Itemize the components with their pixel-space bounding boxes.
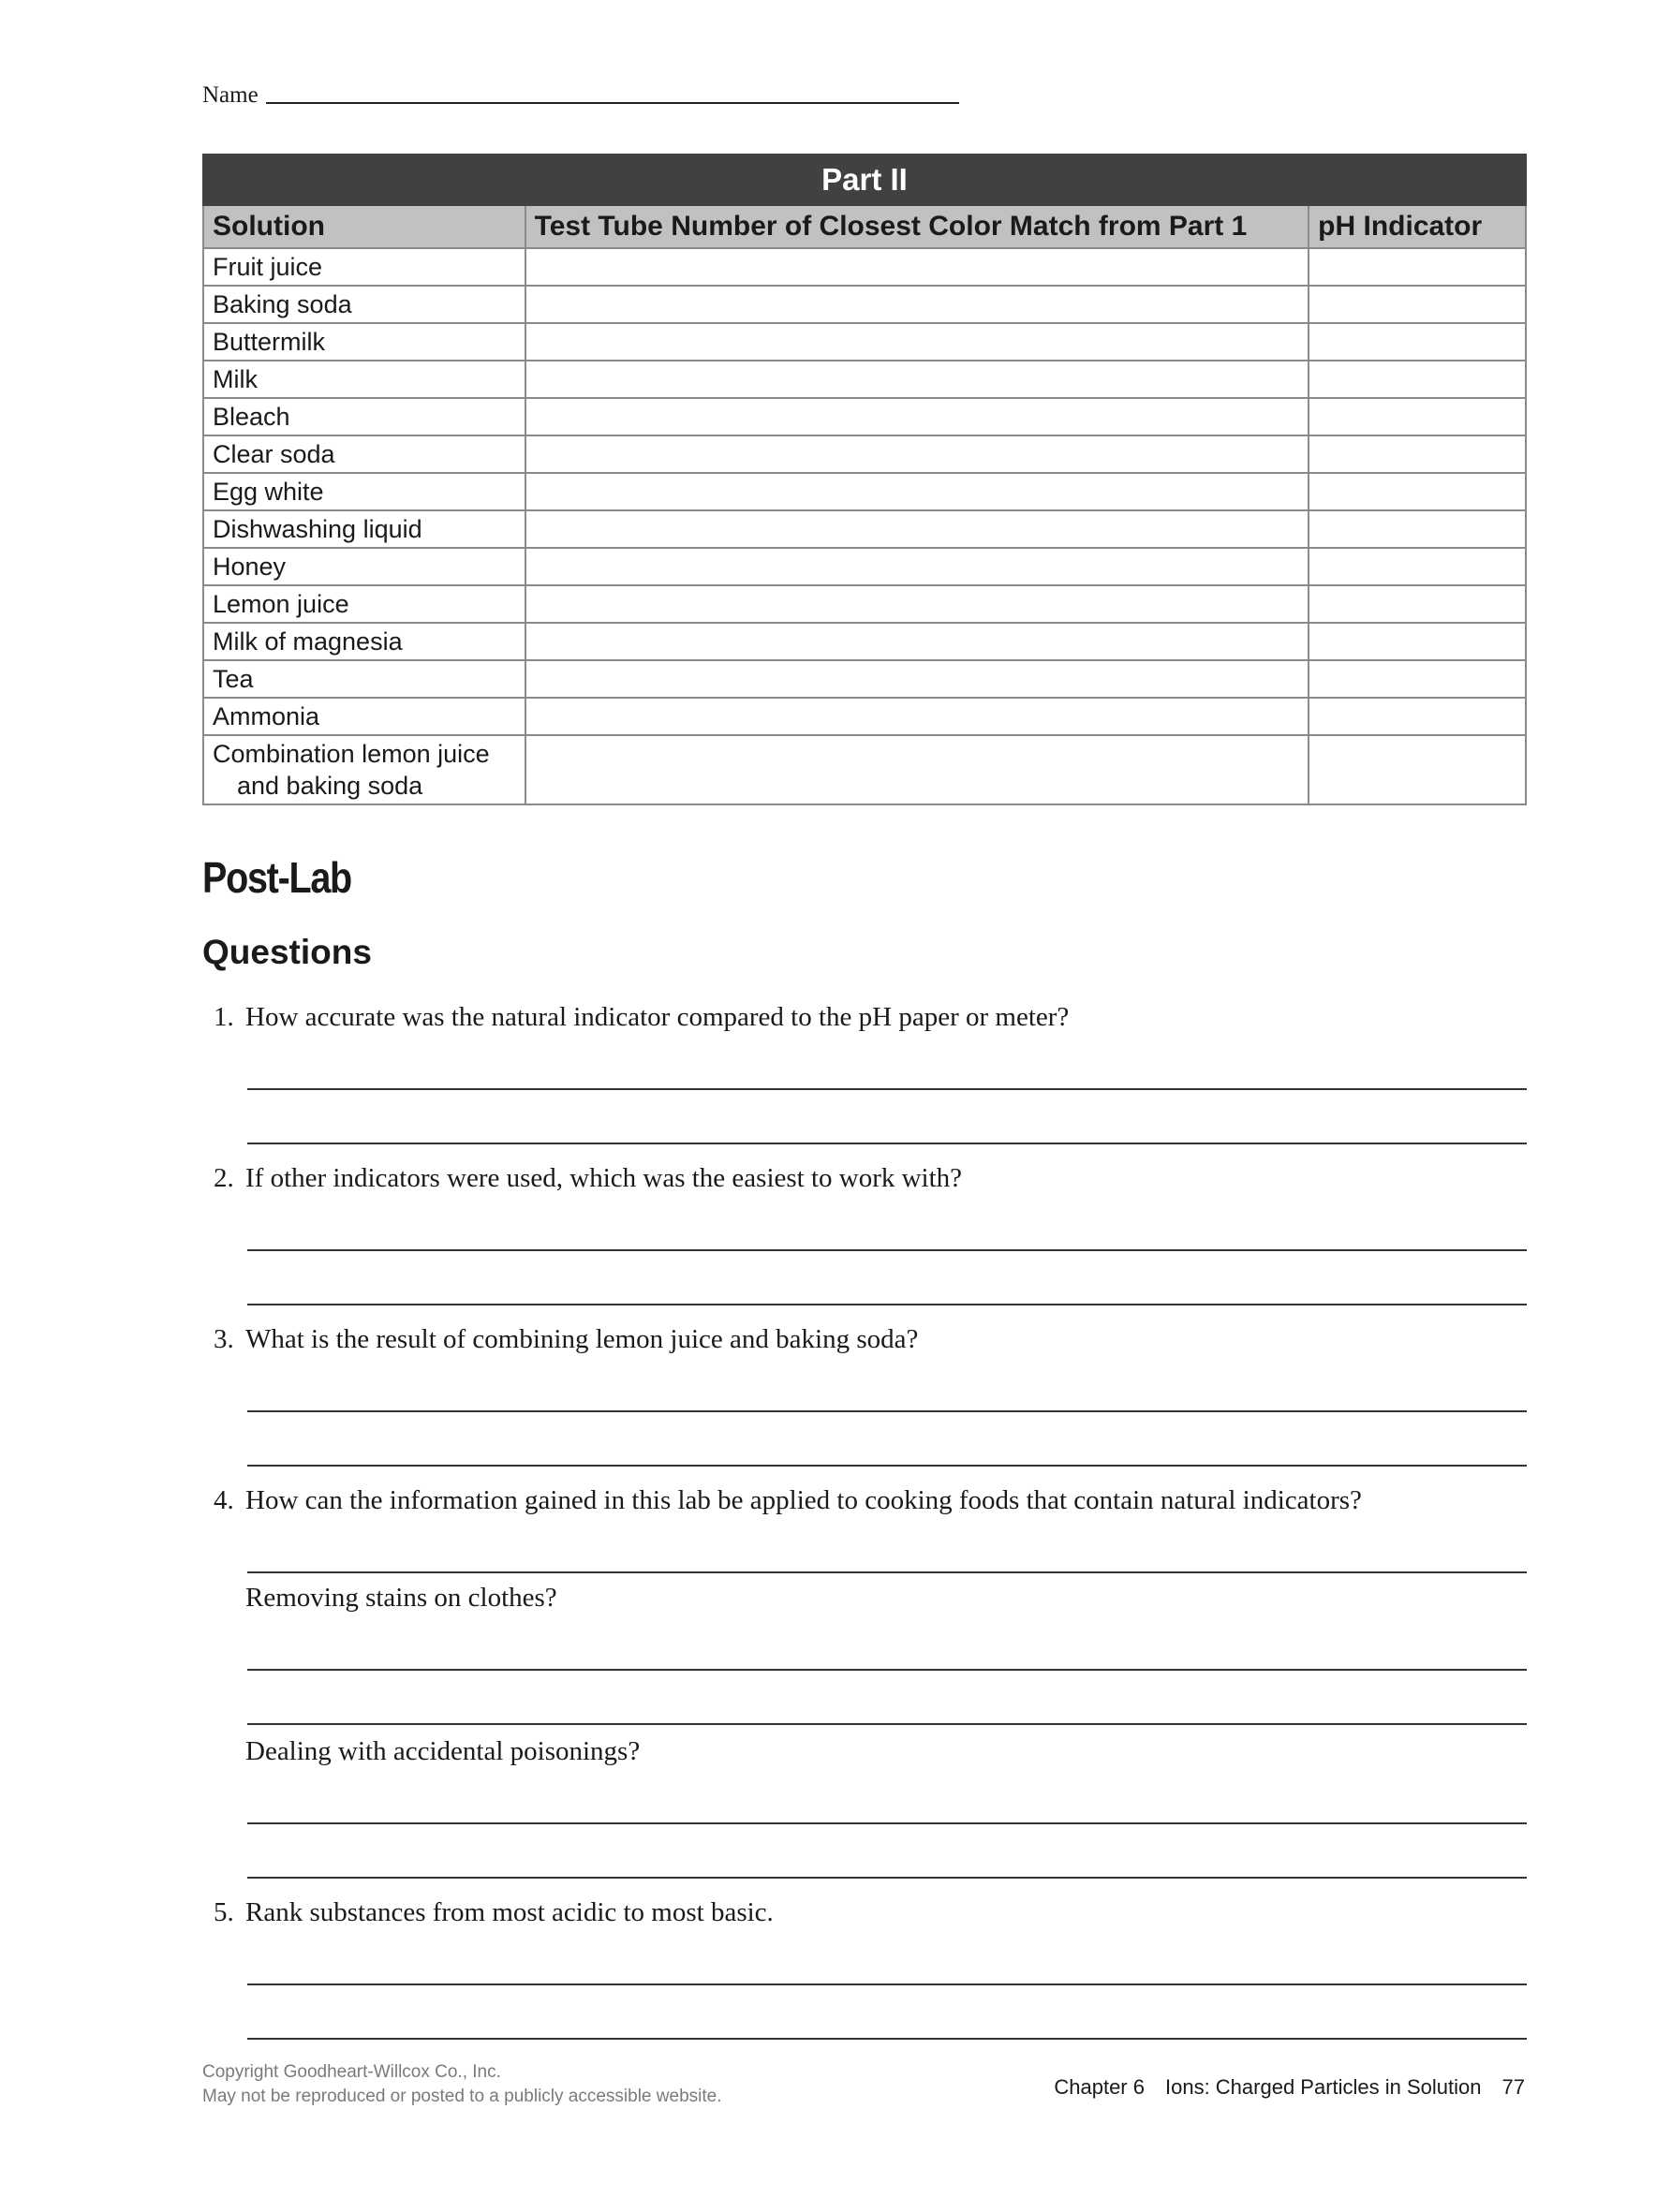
solution-cell: Milk — [203, 361, 525, 398]
answer-line[interactable] — [247, 1465, 1527, 1467]
table-row — [203, 623, 1526, 660]
test-tube-cell[interactable] — [525, 361, 1309, 398]
table-row — [203, 323, 1526, 361]
question-number: 5. — [214, 1897, 234, 1927]
copyright-line-1: Copyright Goodheart-Willcox Co., Inc. — [202, 2062, 501, 2082]
question-text: What is the result of combining lemon juice and baking soda? — [245, 1324, 919, 1354]
test-tube-cell[interactable] — [525, 323, 1309, 361]
page-footer — [1033, 2075, 1525, 2100]
table-row — [203, 248, 1526, 286]
question-1 — [214, 1002, 1069, 1033]
solution-cell: Dishwashing liquid — [203, 510, 525, 548]
table-row — [203, 660, 1526, 698]
part2-table — [202, 154, 1527, 805]
table-row — [203, 510, 1526, 548]
answer-line[interactable] — [247, 1822, 1527, 1824]
ph-cell[interactable] — [1309, 585, 1526, 623]
test-tube-cell[interactable] — [525, 398, 1309, 435]
table-row — [203, 361, 1526, 398]
solution-line-2: and baking soda — [237, 772, 423, 800]
table-row — [203, 698, 1526, 735]
header-ph-indicator: pH Indicator — [1309, 205, 1526, 248]
ph-cell[interactable] — [1309, 735, 1526, 804]
answer-line[interactable] — [247, 2038, 1527, 2040]
ph-cell[interactable] — [1309, 510, 1526, 548]
ph-cell[interactable] — [1309, 323, 1526, 361]
solution-cell: Milk of magnesia — [203, 623, 525, 660]
test-tube-cell[interactable] — [525, 698, 1309, 735]
test-tube-cell[interactable] — [525, 660, 1309, 698]
header-solution: Solution — [203, 205, 525, 248]
name-field[interactable] — [202, 82, 959, 109]
table-row — [203, 398, 1526, 435]
copyright-notice — [202, 2060, 721, 2109]
answer-line[interactable] — [247, 1983, 1527, 1985]
answer-line[interactable] — [247, 1143, 1527, 1144]
ph-cell[interactable] — [1309, 698, 1526, 735]
test-tube-cell[interactable] — [525, 548, 1309, 585]
question-2 — [214, 1163, 962, 1194]
test-tube-cell[interactable] — [525, 286, 1309, 323]
table-row — [203, 735, 1526, 804]
name-label: Name — [202, 82, 259, 108]
question-text: How can the information gained in this lab be applied to cooking foods that contain natural indicators? — [245, 1485, 1362, 1515]
solution-cell: Bleach — [203, 398, 525, 435]
solution-cell: Buttermilk — [203, 323, 525, 361]
test-tube-cell[interactable] — [525, 510, 1309, 548]
answer-line[interactable] — [247, 1877, 1527, 1879]
answer-line[interactable] — [247, 1249, 1527, 1251]
answer-line[interactable] — [247, 1410, 1527, 1412]
ph-cell[interactable] — [1309, 548, 1526, 585]
answer-line[interactable] — [247, 1571, 1527, 1573]
ph-cell[interactable] — [1309, 248, 1526, 286]
question-number: 3. — [214, 1324, 234, 1354]
test-tube-cell[interactable] — [525, 435, 1309, 473]
table-title: Part II — [203, 155, 1526, 205]
question-3 — [214, 1324, 918, 1355]
question-number: 4. — [214, 1485, 234, 1515]
test-tube-cell[interactable] — [525, 248, 1309, 286]
test-tube-cell[interactable] — [525, 585, 1309, 623]
solution-cell — [203, 735, 525, 804]
ph-cell[interactable] — [1309, 435, 1526, 473]
table-row — [203, 286, 1526, 323]
ph-cell[interactable] — [1309, 473, 1526, 510]
solution-line-1: Combination lemon juice — [213, 740, 490, 768]
solution-cell: Ammonia — [203, 698, 525, 735]
question-text: If other indicators were used, which was the easiest to work with? — [245, 1163, 963, 1193]
footer-title: Ions: Charged Particles in Solution — [1164, 2075, 1482, 2099]
solution-cell: Tea — [203, 660, 525, 698]
test-tube-cell[interactable] — [525, 623, 1309, 660]
solution-cell: Egg white — [203, 473, 525, 510]
table-row — [203, 435, 1526, 473]
answer-line[interactable] — [247, 1723, 1527, 1725]
answer-line[interactable] — [247, 1669, 1527, 1671]
answer-line[interactable] — [247, 1088, 1527, 1090]
copyright-line-2: May not be reproduced or posted to a publicly accessible website. — [202, 2087, 722, 2106]
answer-line[interactable] — [247, 1304, 1527, 1305]
solution-cell: Lemon juice — [203, 585, 525, 623]
question-4 — [214, 1485, 1362, 1516]
solution-cell: Baking soda — [203, 286, 525, 323]
solution-cell: Honey — [203, 548, 525, 585]
table-row — [203, 585, 1526, 623]
solution-cell: Clear soda — [203, 435, 525, 473]
page-number: 77 — [1501, 2075, 1525, 2099]
question-number: 2. — [214, 1163, 234, 1193]
ph-cell[interactable] — [1309, 398, 1526, 435]
footer-chapter: Chapter 6 — [1054, 2075, 1145, 2099]
question-text: How accurate was the natural indicator compared to the pH paper or meter? — [245, 1002, 1070, 1032]
question-4-sub-1: Removing stains on clothes? — [245, 1583, 557, 1613]
question-4-sub-2: Dealing with accidental poisonings? — [245, 1736, 641, 1766]
table-row — [203, 548, 1526, 585]
question-text: Rank substances from most acidic to most basic. — [245, 1897, 774, 1927]
question-number: 1. — [214, 1002, 234, 1032]
solution-cell: Fruit juice — [203, 248, 525, 286]
ph-cell[interactable] — [1309, 623, 1526, 660]
name-blank[interactable] — [266, 102, 959, 104]
ph-cell[interactable] — [1309, 361, 1526, 398]
test-tube-cell[interactable] — [525, 735, 1309, 804]
ph-cell[interactable] — [1309, 660, 1526, 698]
ph-cell[interactable] — [1309, 286, 1526, 323]
questions-heading: Questions — [202, 933, 372, 971]
table-row — [203, 473, 1526, 510]
header-test-tube: Test Tube Number of Closest Color Match from Part 1 — [525, 205, 1309, 248]
question-5 — [214, 1897, 774, 1928]
test-tube-cell[interactable] — [525, 473, 1309, 510]
postlab-heading: Post-Lab — [202, 853, 351, 902]
